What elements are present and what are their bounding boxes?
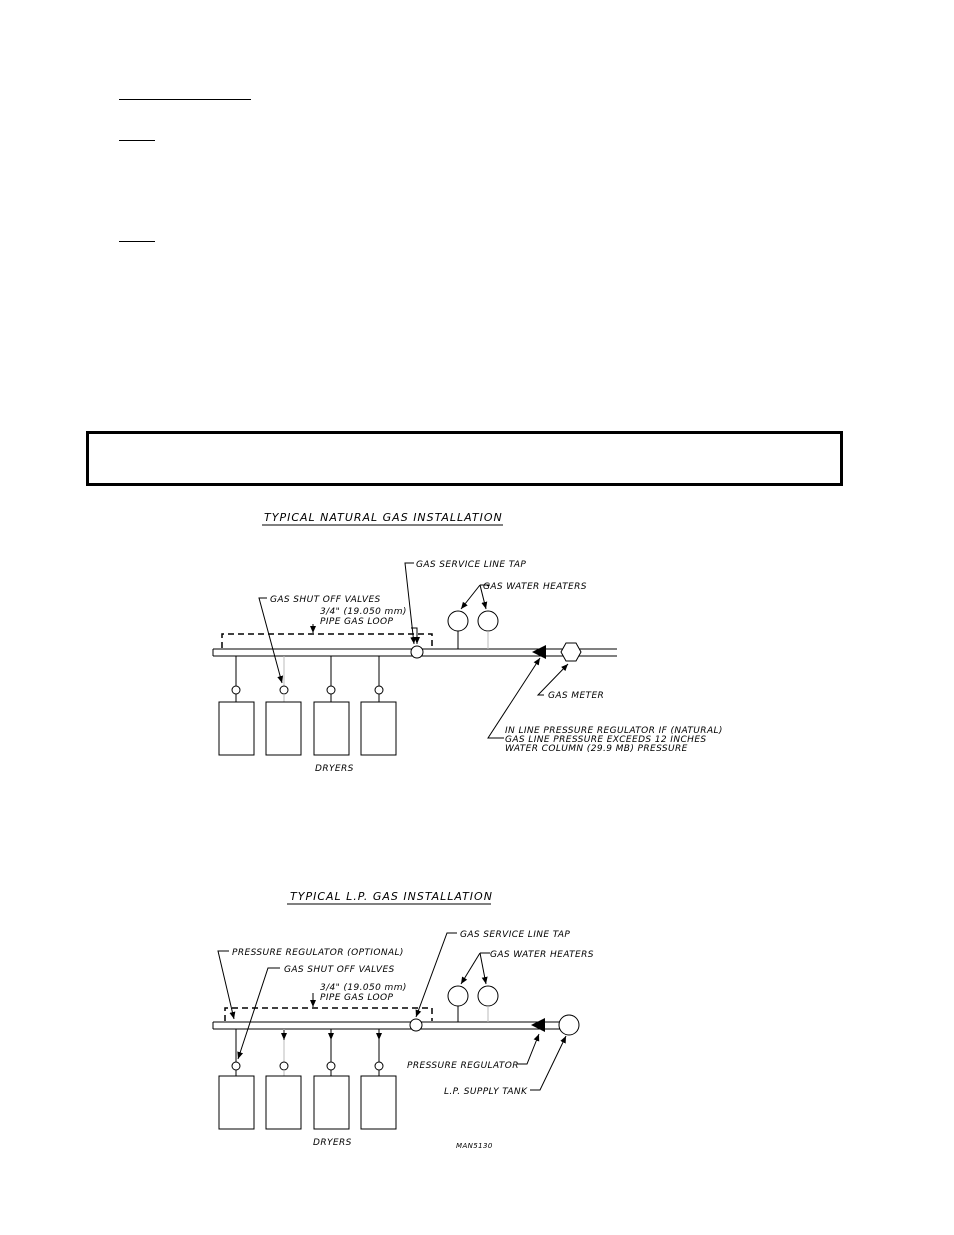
lp-water-heaters-label: GAS WATER HEATERS xyxy=(490,950,594,960)
lp-water-heaters xyxy=(448,986,498,1022)
lp-drop-arrows xyxy=(284,1030,379,1040)
lp-pipe-loop-label-1: 3/4" (19.050 mm) xyxy=(320,983,407,993)
lp-dryers xyxy=(219,1076,396,1129)
lp-pipe-loop-label-2: PIPE GAS LOOP xyxy=(320,993,394,1003)
natural-service-tap-label: GAS SERVICE LINE TAP xyxy=(416,560,527,570)
lp-dryers-label: DRYERS xyxy=(313,1138,352,1148)
natural-regulator-label-3: WATER COLUMN (29.9 MB) PRESSURE xyxy=(505,744,688,754)
natural-regulator-label-1: IN LINE PRESSURE REGULATOR IF (NATURAL) xyxy=(505,726,723,736)
natural-shut-off-valves-label: GAS SHUT OFF VALVES xyxy=(270,595,381,605)
natural-dryers-label: DRYERS xyxy=(315,764,354,774)
lp-service-tap xyxy=(410,1019,422,1031)
natural-gas-diagram xyxy=(213,511,723,774)
lp-service-tap-label: GAS SERVICE LINE TAP xyxy=(460,930,571,940)
lp-pressure-regulator-optional-label: PRESSURE REGULATOR (OPTIONAL) xyxy=(232,948,404,958)
natural-gas-meter xyxy=(561,643,581,661)
natural-tap-leader xyxy=(405,563,414,644)
natural-dryers xyxy=(219,702,396,755)
natural-pipe-loop-label-2: PIPE GAS LOOP xyxy=(320,617,394,627)
lp-main-pipe xyxy=(213,1022,560,1029)
drawing-code: MAN5130 xyxy=(456,1142,493,1150)
lp-gas-diagram xyxy=(213,890,594,1150)
lp-tap-leader xyxy=(416,933,457,1017)
lp-optional-regulator-leader xyxy=(218,951,234,1019)
natural-water-heaters xyxy=(448,611,498,649)
lp-dryer-drops xyxy=(232,1029,383,1076)
lp-regulator-leader xyxy=(517,1034,539,1064)
lp-gas-title: TYPICAL L.P. GAS INSTALLATION xyxy=(290,890,493,903)
natural-pipe-loop xyxy=(222,634,432,648)
lp-pressure-regulator xyxy=(531,1018,545,1032)
natural-inline-regulator xyxy=(532,645,546,659)
natural-valves-leader xyxy=(259,598,282,683)
lp-supply-tank xyxy=(559,1015,579,1035)
natural-pipe-loop-label-1: 3/4" (19.050 mm) xyxy=(320,607,407,617)
natural-gas-title: TYPICAL NATURAL GAS INSTALLATION xyxy=(264,511,503,524)
natural-dryer-drops xyxy=(232,656,383,702)
natural-gas-meter-label: GAS METER xyxy=(548,691,605,701)
lp-shut-off-valves-label: GAS SHUT OFF VALVES xyxy=(284,965,395,975)
lp-pipe-loop xyxy=(225,1008,432,1021)
natural-regulator-label-2: GAS LINE PRESSURE EXCEEDS 12 INCHES xyxy=(505,735,707,745)
lp-pressure-regulator-label: PRESSURE REGULATOR xyxy=(407,1061,519,1071)
lp-valves-leader xyxy=(238,968,280,1059)
lp-supply-tank-label: L.P. SUPPLY TANK xyxy=(444,1087,528,1097)
natural-water-heaters-label: GAS WATER HEATERS xyxy=(483,582,587,592)
natural-service-tap xyxy=(411,646,423,658)
